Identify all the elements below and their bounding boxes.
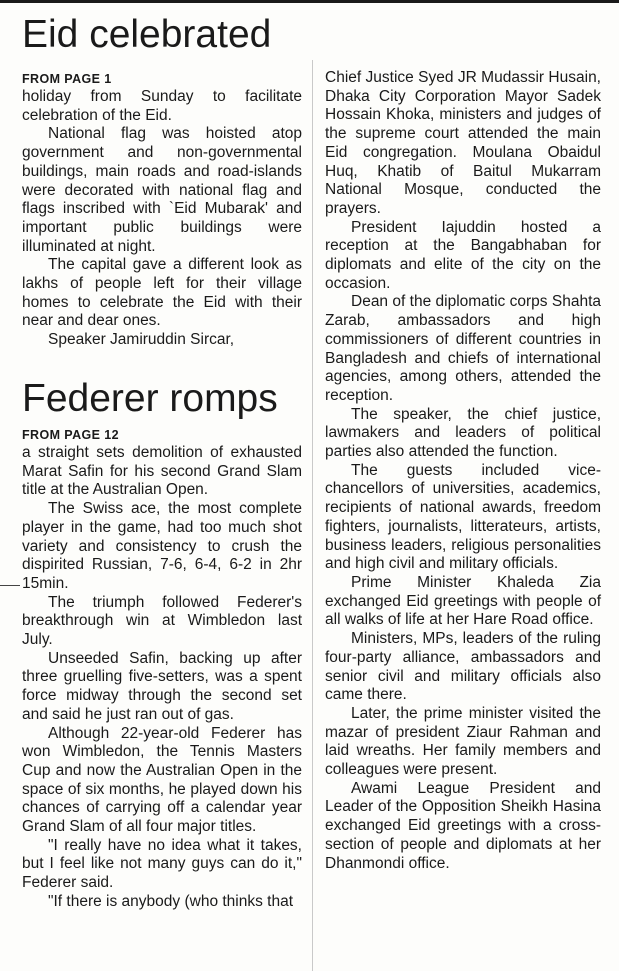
federer-column xyxy=(22,427,302,912)
jump-line-federer: FROM PAGE 12 xyxy=(22,428,119,442)
column-divider xyxy=(312,60,313,971)
federer-paragraph: "I really have no idea what it takes, but I feel like not many guys can do it," Federer said. xyxy=(22,836,302,892)
federer-paragraph: Unseeded Safin, backing up after three gruelling five-setters, was a spent force midway through the second set and said he just ran out of gas. xyxy=(22,649,302,723)
eid-paragraph: Dean of the diplomatic corps Shahta Zarab, ambassadors and high commissioners of different countries in Bangladesh and chiefs of international agencies, among others, attended the reception. xyxy=(325,293,601,404)
federer-paragraph: Although 22-year-old Federer has won Wimbledon, the Tennis Masters Cup and now the Australian Open in the space of six months, he played down his chances of carrying off a calendar year Grand Slam of all four major titles. xyxy=(22,724,302,836)
eid-paragraph: National flag was hoisted atop government and non-governmental buildings, main roads and road-islands were decorated with national flag and flags inscribed with `Eid Mubarak' and important public buildings were illuminated at night. xyxy=(22,125,302,255)
federer-paragraph: The triumph followed Federer's breakthrough win at Wimbledon last July. xyxy=(22,593,302,649)
eid-right-column xyxy=(325,69,601,873)
headline-federer: Federer romps xyxy=(22,377,278,420)
eid-paragraph: Later, the prime minister visited the mazar of president Ziaur Rahman and laid wreaths. Her family members and colleagues were present. xyxy=(325,704,601,779)
eid-paragraph: Ministers, MPs, leaders of the ruling four-party alliance, ambassadors and senior civil and military officials also came there. xyxy=(325,630,601,704)
eid-paragraph: The guests included vice-chancellors of universities, academics, recipients of national awards, freedom fighters, journalists, litterateurs, artists, business leaders, religious personalities and high civil and military officials. xyxy=(325,461,601,573)
eid-paragraph: The speaker, the chief justice, lawmakers and leaders of political parties also attended the function. xyxy=(325,405,601,461)
eid-paragraph: President Iajuddin hosted a reception at the Bangabhaban for diplomats and elite of the city on the occasion. xyxy=(325,218,601,292)
top-rule xyxy=(0,0,619,3)
eid-paragraph: holiday from Sunday to facilitate celebration of the Eid. xyxy=(22,88,302,124)
eid-paragraph: Prime Minister Khaleda Zia exchanged Eid greetings with people of all walks of life at her Hare Road office. xyxy=(325,573,601,629)
federer-paragraph: "If there is anybody (who thinks that xyxy=(48,892,294,910)
margin-mark xyxy=(0,585,20,586)
headline-eid: Eid celebrated xyxy=(22,13,272,56)
federer-paragraph: The Swiss ace, the most complete player in the game, had too much shot variety and consistency to crush the dispirited Russian, 7-6, 6-4, 6-2 in 2hr 15min. xyxy=(22,500,302,592)
eid-paragraph: Speaker Jamiruddin Sircar, xyxy=(48,331,235,349)
eid-paragraph: Awami League President and Leader of the Opposition Sheikh Hasina exchanged Eid greetings with a cross-section of people and diplomats at her Dhanmondi office. xyxy=(325,779,601,872)
jump-line-eid: FROM PAGE 1 xyxy=(22,72,112,86)
federer-paragraph: a straight sets demolition of exhausted Marat Safin for his second Grand Slam title at the Australian Open. xyxy=(22,444,302,499)
eid-left-column xyxy=(22,71,302,350)
eid-paragraph: Chief Justice Syed JR Mudassir Husain, Dhaka City Corporation Mayor Sadek Hossain Khoka, ministers and judges of the supreme court attended the main Eid congregation. Moulana Obaidul Huq, Khatib of Baitul Mukarram National Mosque, conducted the prayers. xyxy=(325,69,601,217)
eid-paragraph: The capital gave a different look as lakhs of people left for their village homes to celebrate the Eid with their near and dear ones. xyxy=(22,256,302,330)
